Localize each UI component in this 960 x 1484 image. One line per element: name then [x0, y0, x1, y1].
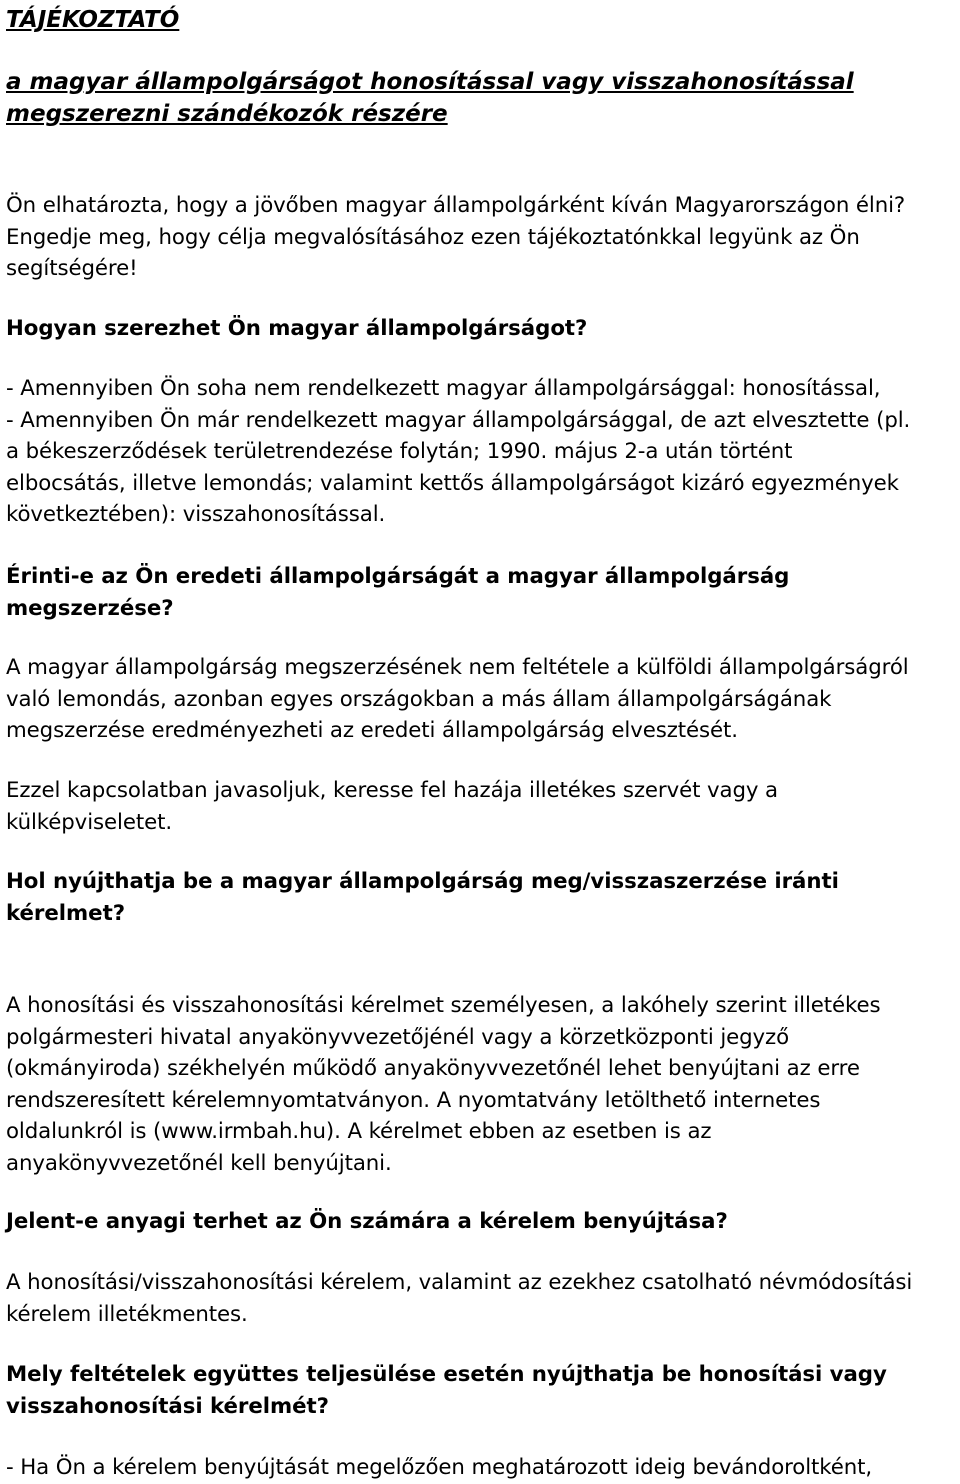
text-line: A honosítási és visszahonosítási kérelmet személyesen, a lakóhely szerint illetékes [6, 993, 881, 1018]
text-line: Ön elhatározta, hogy a jövőben magyar állampolgárként kíván Magyarországon élni? [6, 193, 906, 218]
heading-line: Hogyan szerezhet Ön magyar állampolgárságot? [6, 316, 588, 341]
heading-line: Hol nyújthatja be a magyar állampolgárság meg/visszaszerzése iránti [6, 869, 839, 894]
text-line: külképviseletet. [6, 809, 172, 835]
text-line: Engedje meg, hogy célja megvalósításához ezen tájékoztatónkkal legyünk az Ön [6, 224, 860, 250]
heading-line: Mely feltételek együttes teljesülése esetén nyújthatja be honosítási vagy [6, 1362, 887, 1387]
text-line: anyakönyvvezetőnél kell benyújtani. [6, 1150, 392, 1176]
text-line: megszerzése eredményezheti az eredeti állampolgárság elvesztését. [6, 718, 738, 743]
text-line: - Amennyiben Ön soha nem rendelkezett magyar állampolgársággal: honosítással, [6, 376, 881, 401]
text-line: Ezzel kapcsolatban javasoljuk, keresse fel hazája illetékes szervét vagy a [6, 778, 779, 803]
section-paragraph-renunciation [6, 652, 956, 747]
subtitle-line: a magyar állampolgárságot honosítással vagy visszahonosítással [6, 69, 854, 95]
subtitle-line: megszerezni szándékozók részére [6, 101, 448, 127]
section-heading-how-to-acquire [6, 313, 956, 345]
heading-line: visszahonosítási kérelmét? [6, 1394, 329, 1419]
document-title: TÁJÉKOZTATÓ [6, 7, 180, 33]
text-line: - Ha Ön a kérelem benyújtását megelőzően meghatározott ideig bevándoroltként, [6, 1455, 873, 1480]
section-heading-conditions [6, 1359, 956, 1423]
section-paragraph-fee-exemption [6, 1267, 956, 1330]
heading-line: Érinti-e az Ön eredeti állampolgárságát a magyar állampolgárság [6, 564, 790, 589]
intro-paragraph [6, 190, 956, 285]
text-line: rendszeresített kérelemnyomtatványon. A nyomtatvány letölthető internetes [6, 1087, 821, 1113]
text-line: elbocsátás, illetve lemondás; valamint kettős állampolgárságot kizáró egyezmények [6, 470, 899, 496]
text-line: polgármesteri hivatal anyakönyvvezetőjénél vagy a körzetközponti jegyző [6, 1024, 790, 1050]
section-paragraph-conditions [6, 1452, 956, 1484]
text-line: kérelem illetékmentes. [6, 1301, 248, 1327]
text-line: - Amennyiben Ön már rendelkezett magyar állampolgársággal, de azt elvesztette (pl. [6, 407, 911, 433]
text-line: következtében): visszahonosítással. [6, 502, 386, 527]
section-heading-where-to-submit [6, 866, 956, 930]
heading-line: kérelmet? [6, 901, 126, 926]
text-line: (okmányiroda) székhelyén működő anyakönyvvezetőnél lehet benyújtani az erre [6, 1056, 860, 1081]
text-line: A honosítási/visszahonosítási kérelem, valamint az ezekhez csatolható névmódosítási [6, 1270, 913, 1295]
document-subtitle [6, 66, 956, 130]
section-paragraph-acquisition-ways [6, 373, 956, 531]
text-line: A magyar állampolgárság megszerzésének nem feltétele a külföldi állampolgárságról [6, 655, 909, 680]
section-paragraph-submission [6, 990, 956, 1179]
section-paragraph-advice [6, 775, 956, 838]
section-heading-original-citizenship [6, 561, 956, 625]
text-line: való lemondás, azonban egyes országokban a más állam állampolgárságának [6, 686, 832, 712]
text-line: oldalunkról is (www.irmbah.hu). A kérelmet ebben az esetben is az [6, 1119, 712, 1144]
heading-line: Jelent-e anyagi terhet az Ön számára a kérelem benyújtása? [6, 1209, 728, 1234]
heading-line: megszerzése? [6, 596, 174, 621]
text-line: segítségére! [6, 256, 138, 281]
text-line: a békeszerződések területrendezése folytán; 1990. május 2-a után történt [6, 439, 793, 464]
section-heading-fees [6, 1206, 956, 1238]
